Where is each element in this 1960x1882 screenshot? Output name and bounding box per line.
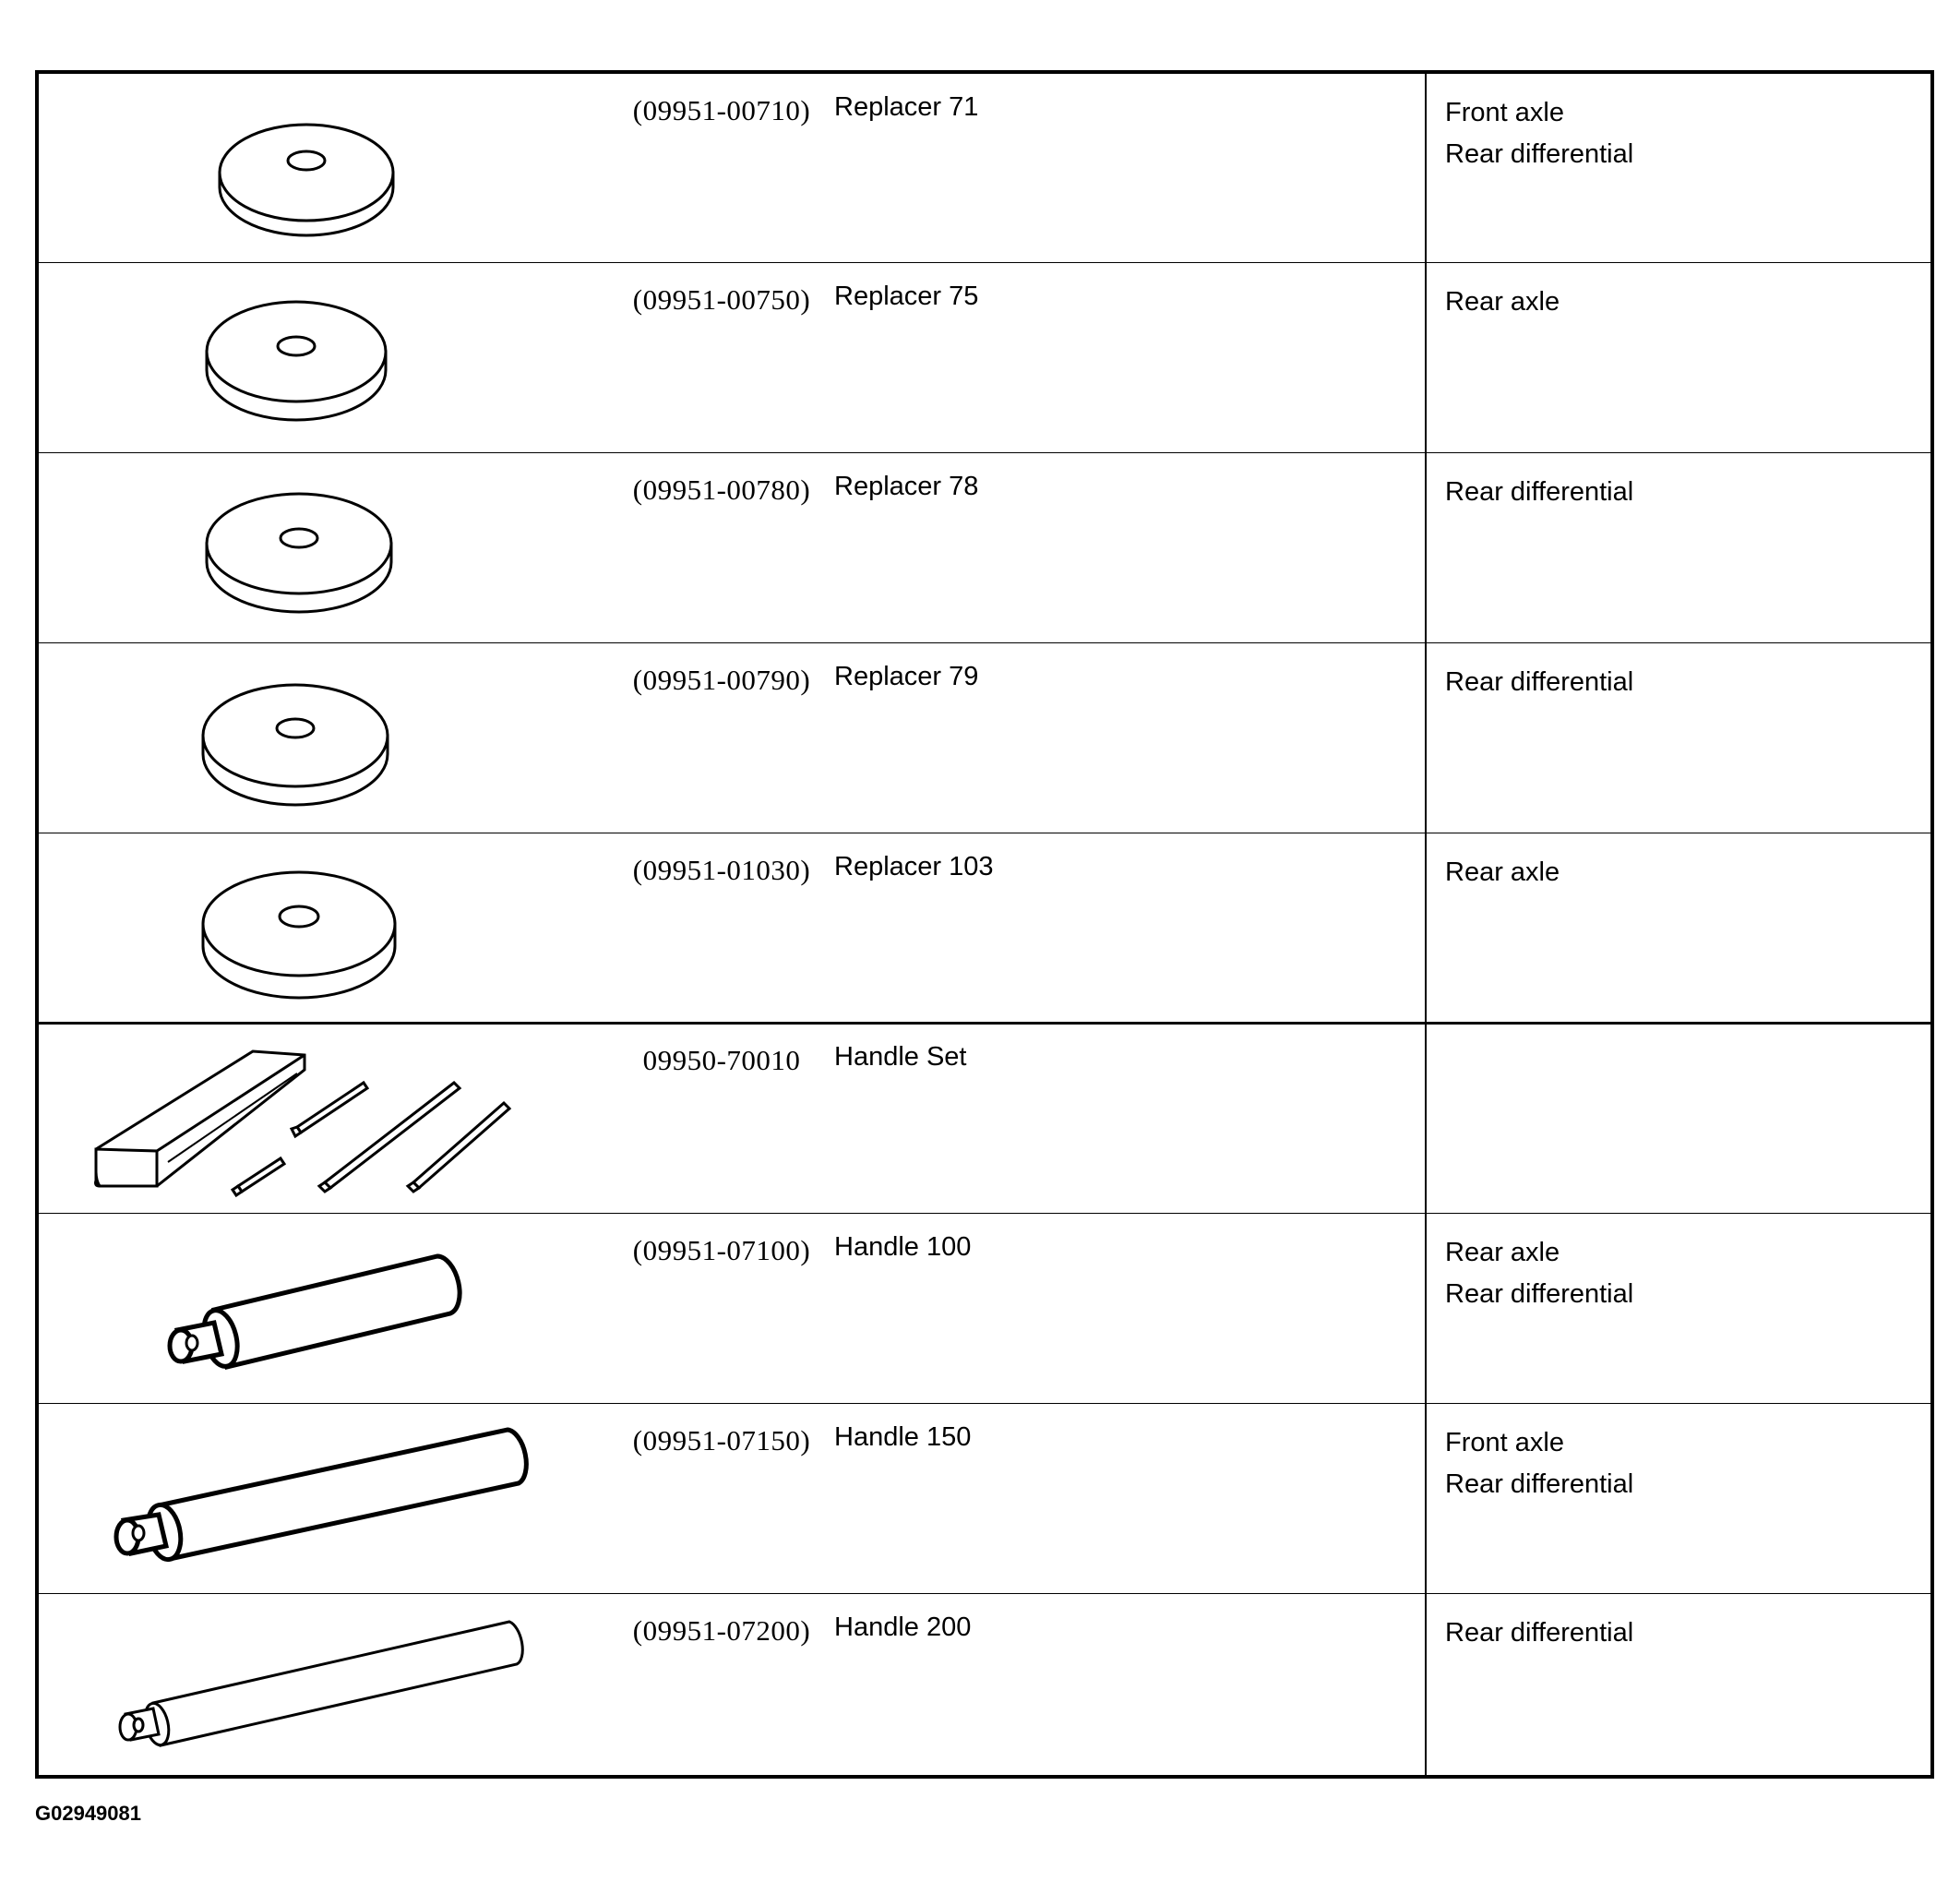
- part-number: (09951-01030): [632, 854, 811, 886]
- tool-name: Handle 100: [834, 1232, 972, 1262]
- table-row: [39, 833, 1930, 1024]
- figure-id: G02949081: [35, 1802, 141, 1825]
- usage-item: Rear differential: [1445, 1279, 1634, 1309]
- usage-list: [1445, 1232, 1633, 1315]
- usage-item: Front axle: [1445, 98, 1564, 127]
- part-number: (09951-00790): [632, 664, 811, 696]
- part-number: (09951-07100): [632, 1234, 811, 1266]
- tool-name: Replacer 71: [834, 92, 979, 122]
- usage-list: [1445, 282, 1560, 323]
- tool-name: Replacer 103: [834, 852, 994, 881]
- disc-replacer-icon: [39, 453, 592, 643]
- handle-rod-icon: [39, 1404, 592, 1594]
- part-number: (09951-00710): [632, 94, 811, 126]
- tool-name: Handle 150: [834, 1422, 972, 1452]
- disc-replacer-icon: [39, 643, 592, 833]
- table-row: [39, 263, 1930, 453]
- disc-replacer-icon: [39, 263, 592, 453]
- disc-replacer-icon: [39, 833, 592, 1024]
- usage-item: Rear axle: [1445, 1238, 1560, 1267]
- usage-item: Rear differential: [1445, 477, 1634, 507]
- part-number: 09950-70010: [642, 1044, 801, 1076]
- tool-name: Replacer 78: [834, 472, 979, 501]
- tool-name: Replacer 75: [834, 282, 979, 311]
- table-row: [39, 453, 1930, 643]
- usage-item: Rear axle: [1445, 857, 1560, 887]
- part-number: (09951-00750): [632, 283, 811, 316]
- part-number: (09951-07200): [632, 1614, 811, 1647]
- table-row: [39, 1594, 1930, 1779]
- table-row: [39, 643, 1930, 833]
- usage-item: Rear differential: [1445, 139, 1634, 169]
- table-row: [39, 74, 1930, 263]
- usage-list: [1445, 662, 1633, 703]
- handle-set-case-icon: [39, 1024, 592, 1214]
- usage-list: [1445, 472, 1633, 513]
- usage-item: Front axle: [1445, 1428, 1564, 1457]
- part-number: (09951-07150): [632, 1424, 811, 1456]
- usage-item: Rear differential: [1445, 1618, 1634, 1648]
- tool-name: Handle 200: [834, 1612, 972, 1642]
- usage-list: [1445, 1422, 1633, 1505]
- part-number: (09951-00780): [632, 473, 811, 506]
- handle-rod-icon: [39, 1214, 592, 1404]
- usage-list: [1445, 852, 1560, 893]
- disc-replacer-icon: [39, 74, 592, 263]
- special-tools-table: [35, 70, 1934, 1779]
- tool-name: Handle Set: [834, 1042, 967, 1072]
- usage-list: [1445, 1612, 1633, 1654]
- table-row: [39, 1404, 1930, 1594]
- usage-item: Rear axle: [1445, 287, 1560, 317]
- tool-name: Replacer 79: [834, 662, 979, 691]
- table-row: [39, 1214, 1930, 1404]
- handle-rod-icon: [39, 1594, 592, 1779]
- usage-item: Rear differential: [1445, 1469, 1634, 1499]
- table-row: [39, 1024, 1930, 1214]
- usage-item: Rear differential: [1445, 667, 1634, 697]
- usage-list: [1445, 92, 1633, 175]
